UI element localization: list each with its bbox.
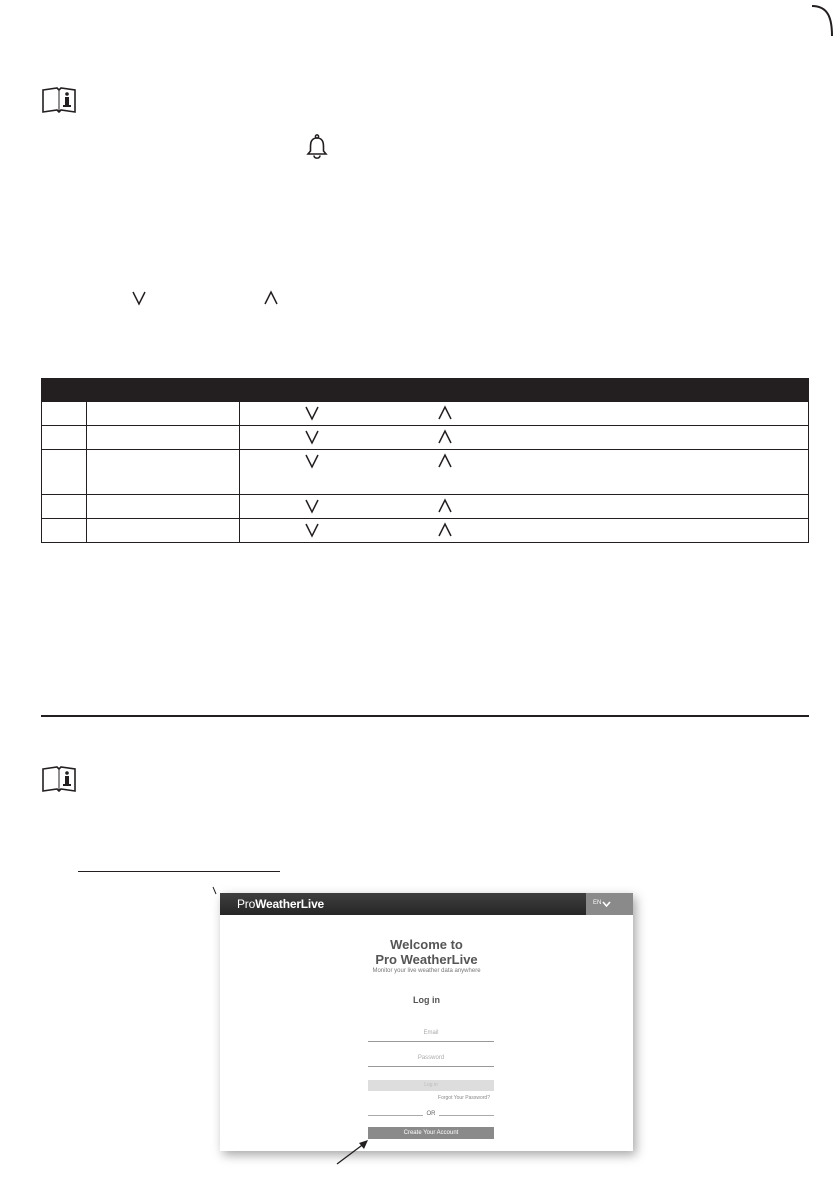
chevron-up-icon	[262, 289, 280, 307]
app-header	[220, 893, 633, 915]
chevron-down-icon	[303, 521, 321, 539]
chevron-down-icon	[303, 497, 321, 515]
chevron-down-icon	[130, 289, 148, 307]
language-label: EN	[593, 900, 602, 906]
login-button[interactable]: Log in	[368, 1080, 494, 1091]
create-account-button[interactable]: Create Your Account	[368, 1127, 494, 1139]
settings-table	[41, 378, 809, 543]
section-divider	[41, 715, 809, 717]
table-row	[42, 495, 809, 519]
arrow-icon	[335, 1138, 370, 1166]
language-selector[interactable]	[586, 893, 633, 915]
login-title: Log in	[413, 995, 440, 1005]
chevron-up-icon	[436, 404, 454, 422]
bell-icon	[305, 134, 329, 160]
chevron-down-icon	[303, 452, 321, 470]
table-row	[42, 519, 809, 543]
or-divider: OR	[368, 1111, 494, 1119]
welcome-line-1: Welcome to	[390, 937, 463, 952]
chevron-up-icon	[436, 452, 454, 470]
login-screenshot	[220, 893, 633, 1151]
tagline: Monitor your live weather data anywhere	[372, 968, 481, 974]
table-header-row	[42, 378, 809, 402]
chevron-up-icon	[436, 521, 454, 539]
brand-logo: ProWeatherLive	[237, 897, 325, 911]
table-row	[42, 450, 809, 495]
link-underline	[78, 871, 280, 872]
forgot-password-link[interactable]: Forgot Your Password?	[438, 1095, 490, 1101]
tick-mark	[212, 886, 220, 896]
chevron-down-icon	[303, 404, 321, 422]
chevron-down-icon	[303, 428, 321, 446]
chevron-up-icon	[436, 497, 454, 515]
email-field[interactable]: Email	[368, 1029, 494, 1042]
info-book-icon	[41, 86, 77, 114]
chevron-down-icon	[602, 901, 611, 907]
password-field[interactable]: Password	[368, 1054, 494, 1067]
info-book-icon	[41, 765, 77, 793]
scissors-mark-icon	[810, 4, 836, 38]
table-row	[42, 402, 809, 426]
table-row	[42, 426, 809, 450]
chevron-up-icon	[436, 428, 454, 446]
welcome-line-2: Pro WeatherLive	[375, 952, 478, 967]
